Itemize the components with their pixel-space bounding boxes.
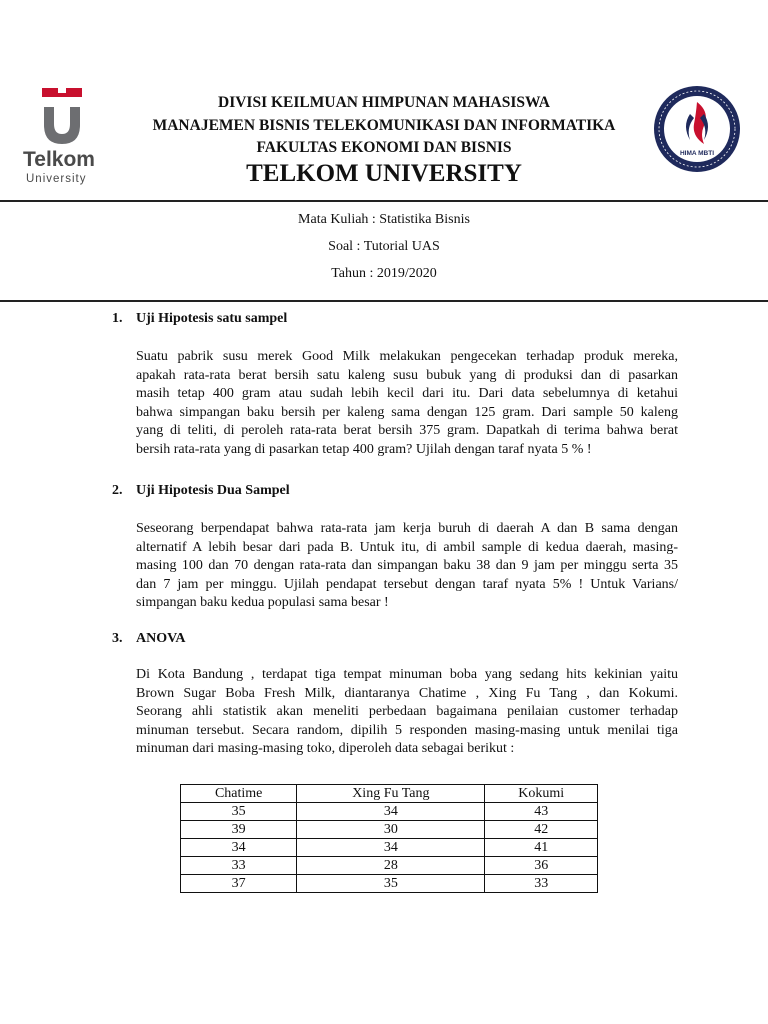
- paragraph-line: bersih rata-rata yang di pasarkan tetap 400 gram? Ujilah dengan taraf nyata 5 % !: [136, 441, 592, 457]
- academic-year: Tahun : 2019/2020: [331, 266, 437, 281]
- table-row: [181, 857, 598, 875]
- paragraph-line: minuman dari masing-masing toko, diperoleh data sebagai berikut :: [136, 741, 515, 757]
- table-cell: 34: [181, 839, 297, 857]
- table-row: [181, 875, 598, 893]
- table-cell: 39: [181, 821, 297, 839]
- column-header-chatime: Chatime: [181, 785, 297, 803]
- paragraph-line: Brown Sugar Boba Fresh Milk, diantaranya Chatime , Xing Fu Tang , dan Kokumi.: [136, 685, 678, 701]
- section-title-text: Uji Hipotesis Dua Sampel: [136, 483, 290, 498]
- section-3-title: [112, 631, 186, 647]
- paragraph-line: Seorang ahli statistik akan meneliti perbedaan bagaimana penilaian customer terhadap: [136, 704, 678, 720]
- header-division: DIVISI KEILMUAN HIMPUNAN MAHASISWA: [218, 94, 550, 111]
- paragraph-line: bahwa simpangan baku bersih per kaleng sama dengan 125 gram. Dari sample 50 kaleng: [136, 404, 678, 420]
- table-cell: 36: [485, 857, 598, 875]
- table-cell: 34: [297, 803, 485, 821]
- paragraph-line: minuman tersebut. Secara random, dipilih 5 responden masing-masing untuk menilai tiga: [136, 722, 678, 738]
- table-cell: 42: [485, 821, 598, 839]
- svg-text:HIMA MBTI: HIMA MBTI: [679, 150, 715, 157]
- table-row: [181, 821, 598, 839]
- svg-text:Telkom: Telkom: [23, 148, 95, 171]
- table-cell: 43: [485, 803, 598, 821]
- paragraph-line: dan 7 jam per minggu. Ujilah pendapat tersebut dengan taraf nyata 5% ! Untuk Varians/: [136, 576, 678, 592]
- header-program: MANAJEMEN BISNIS TELEKOMUNIKASI DAN INFORMATIKA: [152, 117, 616, 134]
- section-title-text: Uji Hipotesis satu sampel: [136, 311, 288, 326]
- paragraph-line: masih tetap 400 gram atau sudah lebih kecil dari itu. Dari data sebelumnya di ketahui: [136, 386, 678, 402]
- table-cell: 30: [297, 821, 485, 839]
- paragraph-line: yang di teliti, di peroleh rata-rata berat bersih 375 gram. Dapatkah di terima bahwa berat: [136, 423, 678, 439]
- column-header-kokumi: Kokumi: [485, 785, 598, 803]
- section-number: 3.: [112, 631, 123, 646]
- column-header-xing-fu-tang: Xing Fu Tang: [297, 785, 485, 803]
- exam-name: Soal : Tutorial UAS: [328, 239, 440, 254]
- course-name: Mata Kuliah : Statistika Bisnis: [298, 212, 470, 227]
- table-cell: 33: [485, 875, 598, 893]
- section-2-title: [112, 483, 290, 499]
- table-row: [181, 803, 598, 821]
- paragraph-line: masing 100 dan 70 dengan rata-rata dan simpangan baku 38 dan 9 jam per minggu serta 35: [136, 558, 678, 574]
- section-1-body: [136, 348, 678, 460]
- header-university: TELKOM UNIVERSITY: [246, 160, 522, 187]
- header-faculty: FAKULTAS EKONOMI DAN BISNIS: [256, 139, 512, 156]
- header-divider: [0, 200, 768, 202]
- section-3-body: [136, 666, 678, 759]
- paragraph-line: alternatif A lebih besar dari pada B. Untuk itu, di ambil sample di kedua daerah, masing-: [136, 539, 678, 555]
- paragraph-line: Seseorang berpendapat bahwa rata-rata jam kerja buruh di daerah A dan B sama dengan: [136, 521, 678, 536]
- paragraph-line: apakah rata-rata berat bersih satu kaleng susu bubuk yang di produksi dan di pasarkan: [136, 367, 678, 383]
- table-cell: 33: [181, 857, 297, 875]
- paragraph-line: Suatu pabrik susu merek Good Milk melakukan pengecekan terhadap produk mereka,: [136, 349, 678, 364]
- table-cell: 34: [297, 839, 485, 857]
- meta-divider: [0, 300, 768, 302]
- telkom-university-logo: [20, 84, 104, 188]
- table-cell: 35: [181, 803, 297, 821]
- table-header-row: [181, 785, 598, 803]
- paragraph-line: simpangan baku kedua populasi sama besar !: [136, 595, 389, 611]
- section-number: 1.: [112, 311, 123, 326]
- section-1-title: [112, 311, 287, 327]
- paragraph-line: Di Kota Bandung , terdapat tiga tempat minuman boba yang sedang hits kekinian yaitu: [136, 667, 678, 682]
- section-title-text: ANOVA: [136, 631, 186, 646]
- svg-text:University: University: [26, 173, 87, 185]
- telkom-logo-mark: [20, 84, 104, 188]
- table-cell: 35: [297, 875, 485, 893]
- table-row: [181, 839, 598, 857]
- table-cell: 28: [297, 857, 485, 875]
- section-2-body: [136, 520, 678, 613]
- section-number: 2.: [112, 483, 123, 498]
- table-cell: 41: [485, 839, 598, 857]
- table-cell: 37: [181, 875, 297, 893]
- boba-ratings-table: [180, 784, 598, 893]
